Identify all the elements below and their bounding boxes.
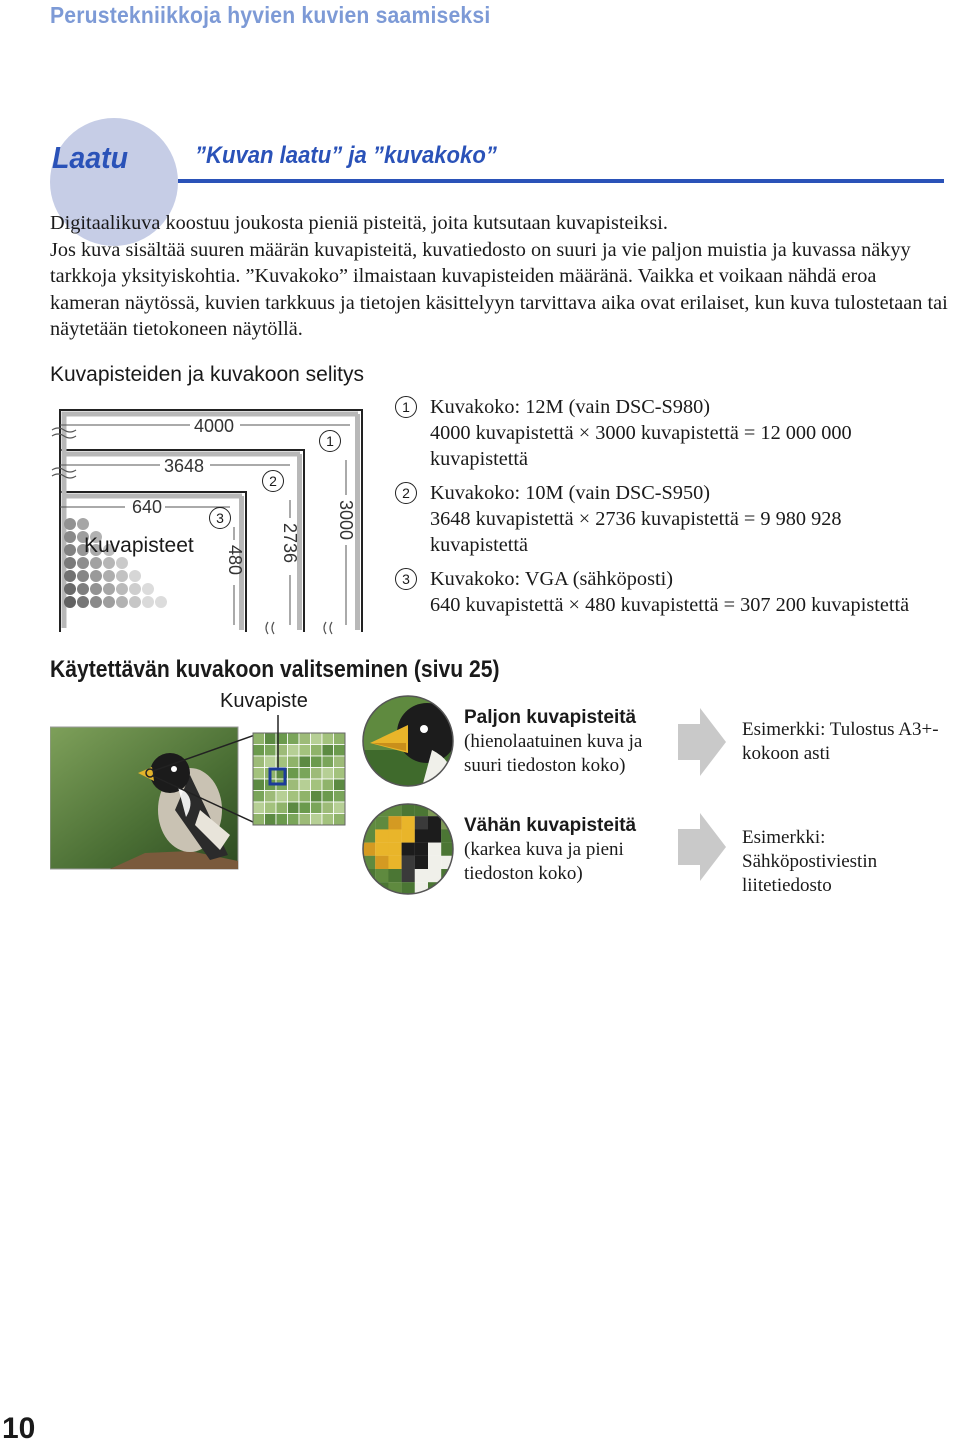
pixel-dot bbox=[129, 583, 141, 595]
pixel-dot bbox=[129, 570, 141, 582]
pixel-dot bbox=[64, 596, 76, 608]
running-header: Perustekniikkoja hyvien kuvien saamiseksi bbox=[50, 2, 491, 28]
coarse-pixel bbox=[388, 816, 401, 829]
height-2736: 2736 bbox=[280, 523, 300, 564]
many-pixels-title: Paljon kuvapisteitä bbox=[464, 707, 637, 728]
zoom-pixel bbox=[322, 768, 334, 780]
page-number: 10 bbox=[2, 1412, 36, 1445]
zoom-pixel bbox=[311, 791, 323, 803]
zoom-pixel bbox=[253, 779, 265, 791]
pixel-dot bbox=[64, 583, 76, 595]
pixel-dot bbox=[77, 583, 89, 595]
zoom-pixel bbox=[322, 756, 334, 768]
few-pixels-text: (karkea kuva ja pieni tiedoston koko) bbox=[464, 839, 624, 884]
zoom-pixel bbox=[334, 745, 346, 757]
zoom-pixel bbox=[299, 814, 311, 826]
coarse-pixel bbox=[415, 869, 428, 882]
zoom-pixel bbox=[265, 745, 277, 757]
size-calc: 640 kuvapistettä × 480 kuvapistettä = 307 200 kuvapistettä bbox=[430, 594, 910, 616]
zoom-pixel bbox=[253, 756, 265, 768]
zoom-pixel bbox=[265, 814, 277, 826]
zoom-pixel bbox=[253, 768, 265, 780]
size-title: Kuvakoko: 10M (vain DSC-S950) bbox=[430, 482, 710, 504]
coarse-pixel bbox=[441, 882, 454, 895]
zoom-pixel bbox=[276, 802, 288, 814]
pixel-dot bbox=[64, 518, 76, 530]
coarse-pixel bbox=[402, 869, 415, 882]
section-label: Laatu bbox=[52, 140, 129, 175]
zoom-pixel bbox=[322, 814, 334, 826]
pixel-dot bbox=[103, 583, 115, 595]
zoom-pixel bbox=[311, 779, 323, 791]
pixel-dot bbox=[116, 583, 128, 595]
height-3000: 3000 bbox=[336, 500, 356, 541]
zoom-pixel bbox=[265, 756, 277, 768]
arrow-right-icon bbox=[678, 708, 726, 776]
zoom-pixel bbox=[253, 802, 265, 814]
size-calc: 3648 kuvapistettä × 2736 kuvapistettä = 9 980 928 kuvapistettä bbox=[430, 508, 842, 556]
pixel-dot bbox=[90, 583, 102, 595]
few-pixels-example: Esimerkki: Sähköpostiviestin liitetiedosto bbox=[742, 827, 878, 896]
coarse-pixel bbox=[402, 816, 415, 829]
zoom-pixel bbox=[334, 756, 346, 768]
pixel-dot bbox=[116, 596, 128, 608]
many-pixels-text: (hienolaatuinen kuva ja suuri tiedoston koko) bbox=[464, 731, 643, 776]
height-480: 480 bbox=[225, 545, 245, 576]
size-title: Kuvakoko: 12M (vain DSC-S980) bbox=[430, 396, 710, 418]
pixel-dots bbox=[64, 518, 167, 608]
pixel-dot bbox=[77, 570, 89, 582]
pixel-dot bbox=[129, 596, 141, 608]
marker-1: 1 bbox=[319, 430, 341, 452]
coarse-pixel bbox=[388, 856, 401, 869]
zoom-pixel bbox=[311, 802, 323, 814]
zoom-pixel bbox=[334, 791, 346, 803]
pixel-dot bbox=[64, 557, 76, 569]
zoom-pixel bbox=[322, 779, 334, 791]
width-640: 640 bbox=[132, 497, 163, 517]
coarse-pixel bbox=[441, 803, 454, 816]
section-subtitle: ”Kuvan laatu” ja ”kuvakoko” bbox=[195, 142, 497, 169]
coarse-pixel bbox=[402, 829, 415, 842]
coarse-pixel bbox=[388, 869, 401, 882]
many-pixels-example: Esimerkki: Tulostus A3+-kokoon asti bbox=[742, 719, 939, 764]
zoom-pixel bbox=[288, 745, 300, 757]
zoom-pixel bbox=[253, 733, 265, 745]
pixel-dot bbox=[155, 596, 167, 608]
few-pixels-title: Vähän kuvapisteitä bbox=[464, 815, 637, 836]
coarse-pixel bbox=[375, 843, 388, 856]
size-item bbox=[395, 566, 960, 618]
zoom-pixel bbox=[288, 779, 300, 791]
zoom-pixel bbox=[299, 791, 311, 803]
zoom-pixel bbox=[311, 756, 323, 768]
coarse-pixel bbox=[388, 829, 401, 842]
coarse-pixel bbox=[362, 803, 375, 816]
pixel-dot bbox=[142, 596, 154, 608]
zoom-pixel bbox=[253, 791, 265, 803]
zoom-pixel bbox=[299, 779, 311, 791]
coarse-pixel bbox=[428, 829, 441, 842]
pixel-dot bbox=[64, 544, 76, 556]
zoom-pixel bbox=[322, 733, 334, 745]
section-rule bbox=[178, 179, 944, 183]
zoom-pixel bbox=[311, 733, 323, 745]
intro-line: Digitaalikuva koostuu joukosta pieniä pisteitä, joita kutsutaan kuvapisteiksi. bbox=[50, 212, 668, 234]
pixel-dot bbox=[77, 518, 89, 530]
pixel-dot bbox=[64, 570, 76, 582]
coarse-pixel bbox=[375, 816, 388, 829]
coarse-pixel bbox=[402, 843, 415, 856]
zoom-pixel bbox=[288, 756, 300, 768]
width-3648: 3648 bbox=[164, 456, 205, 476]
many-pixels-desc bbox=[464, 706, 664, 778]
zoom-pixel bbox=[288, 814, 300, 826]
zoom-pixel bbox=[299, 768, 311, 780]
zoom-pixel bbox=[253, 745, 265, 757]
pixel-dot bbox=[103, 596, 115, 608]
zoom-pixel bbox=[299, 733, 311, 745]
zoom-pixel bbox=[299, 745, 311, 757]
coarse-pixel bbox=[375, 856, 388, 869]
zoom-pixel bbox=[311, 768, 323, 780]
intro-text bbox=[50, 210, 950, 343]
intro-paragraph: Jos kuva sisältää suuren määrän kuvapisteitä, kuvatiedosto on suuri ja vie paljon muistia ja kuvassa näkyy tarkkoja yksityiskohtia. ”Kuvakoko” ilmaistaan kuvapisteiden määränä. Vaikka et voikaan nähdä eroa kameran näytössä, kuvien tarkkuus ja tietojen käsittelyyn tarvittava aika ovat erilaiset, kun kuva tulostetaan tai näytetään tietokoneen näytöllä. bbox=[50, 238, 948, 340]
size-number: 1 bbox=[395, 396, 417, 418]
pixel-dot bbox=[90, 570, 102, 582]
pixel-dot bbox=[64, 531, 76, 543]
zoom-pixel bbox=[253, 814, 265, 826]
zoom-pixel bbox=[334, 814, 346, 826]
zoom-pixel bbox=[288, 768, 300, 780]
bird-photo-illustration bbox=[50, 715, 350, 875]
zoom-pixel bbox=[311, 745, 323, 757]
size-number: 2 bbox=[395, 482, 417, 504]
zoom-pixel bbox=[276, 814, 288, 826]
width-4000: 4000 bbox=[194, 416, 235, 436]
coarse-pixel bbox=[415, 816, 428, 829]
pixel-label: Kuvapiste bbox=[220, 690, 308, 712]
zoom-pixel bbox=[311, 814, 323, 826]
coarse-pixel bbox=[415, 829, 428, 842]
coarse-closeup-image bbox=[362, 803, 454, 895]
pixel-dot bbox=[103, 557, 115, 569]
coarse-pixel bbox=[415, 843, 428, 856]
pixel-dot bbox=[116, 570, 128, 582]
size-calc: 4000 kuvapistettä × 3000 kuvapistettä = 12 000 000 kuvapistettä bbox=[430, 422, 852, 470]
arrow-right-icon bbox=[678, 813, 726, 881]
pixels-label: Kuvapisteet bbox=[84, 534, 194, 557]
zoom-pixel bbox=[265, 791, 277, 803]
size-item bbox=[395, 480, 960, 558]
fine-closeup-image bbox=[362, 695, 454, 787]
pixel-dot bbox=[116, 557, 128, 569]
zoom-pixel bbox=[288, 791, 300, 803]
zoom-pixel bbox=[265, 733, 277, 745]
coarse-pixel bbox=[362, 882, 375, 895]
zoom-pixel bbox=[334, 779, 346, 791]
coarse-pixel bbox=[375, 869, 388, 882]
coarse-pixel bbox=[402, 856, 415, 869]
coarse-pixel bbox=[375, 829, 388, 842]
few-pixels-desc bbox=[464, 814, 664, 886]
zoom-pixel bbox=[334, 768, 346, 780]
pixel-dot bbox=[77, 596, 89, 608]
zoom-pixel bbox=[322, 791, 334, 803]
pixel-dot bbox=[90, 557, 102, 569]
pixel-dot bbox=[142, 583, 154, 595]
pixel-dot bbox=[103, 570, 115, 582]
coarse-pixel bbox=[415, 856, 428, 869]
size-item bbox=[395, 394, 960, 472]
zoom-pixel bbox=[322, 745, 334, 757]
marker-2: 2 bbox=[262, 470, 284, 492]
zoom-pixel bbox=[265, 802, 277, 814]
zoom-pixel bbox=[276, 791, 288, 803]
marker-3: 3 bbox=[209, 507, 231, 529]
zoom-pixel bbox=[288, 733, 300, 745]
pixel-dot bbox=[90, 596, 102, 608]
zoom-pixel bbox=[334, 733, 346, 745]
size-list bbox=[395, 394, 960, 626]
zoom-pixel bbox=[299, 756, 311, 768]
zoom-pixel bbox=[334, 802, 346, 814]
coarse-pixel bbox=[428, 843, 441, 856]
coarse-pixel bbox=[428, 816, 441, 829]
coarse-pixel bbox=[428, 856, 441, 869]
coarse-pixel bbox=[388, 843, 401, 856]
diagram-title: Kuvapisteiden ja kuvakoon selitys bbox=[50, 363, 365, 386]
zoom-pixel bbox=[288, 802, 300, 814]
pixel-dot bbox=[77, 557, 89, 569]
choose-title: Käytettävän kuvakoon valitseminen (sivu 25) bbox=[50, 656, 500, 683]
size-number: 3 bbox=[395, 568, 417, 590]
zoom-pixel bbox=[322, 802, 334, 814]
size-title: Kuvakoko: VGA (sähköposti) bbox=[430, 568, 673, 590]
zoom-pixel bbox=[299, 802, 311, 814]
